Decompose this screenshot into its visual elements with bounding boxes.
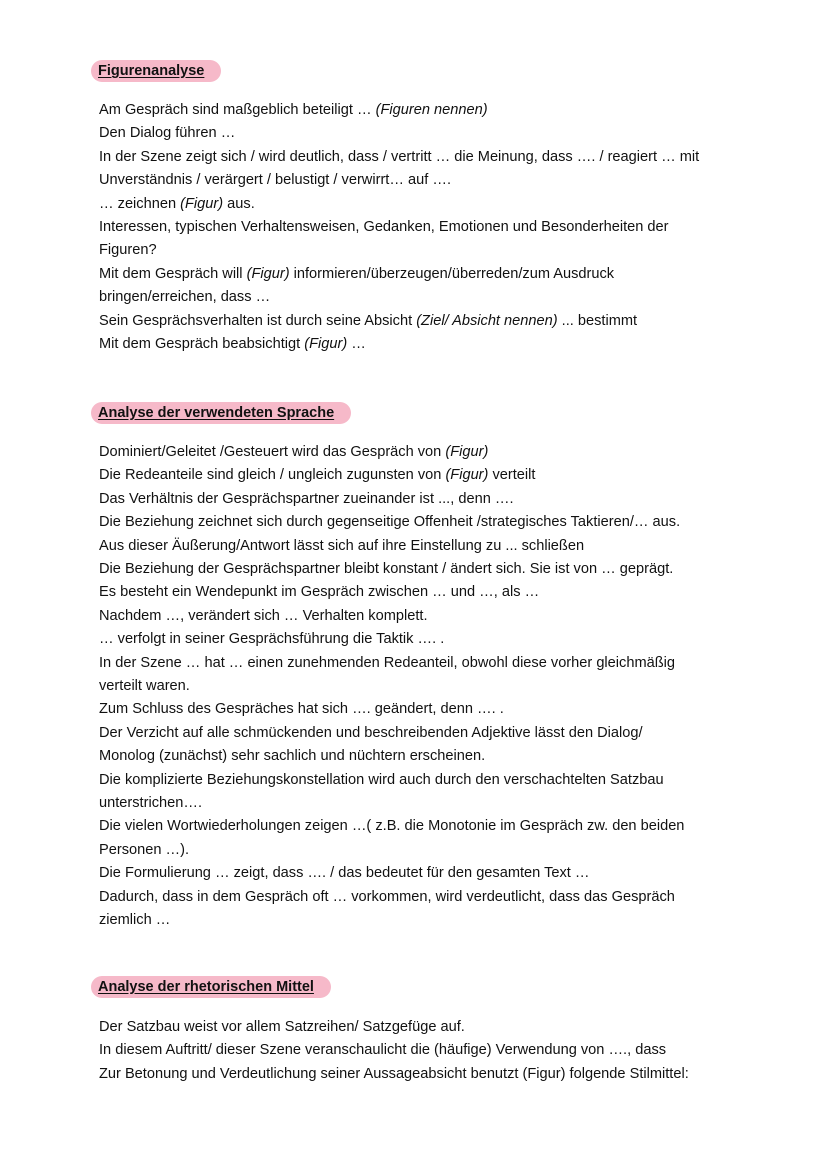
text-line bbox=[99, 443, 739, 461]
text-line bbox=[99, 537, 739, 555]
section-heading: Figurenanalyse bbox=[91, 60, 221, 82]
text-line bbox=[99, 911, 739, 929]
text-segment: Sein Gesprächsverhalten ist durch seine Absicht bbox=[99, 312, 417, 329]
heading-figurenanalyse bbox=[91, 60, 221, 82]
text-segment: Zur Betonung und Verdeutlichung seiner Aussageabsicht benutzt (Figur) folgende Stilmittel: bbox=[99, 1065, 689, 1082]
text-segment: ziemlich … bbox=[99, 912, 171, 928]
text-line bbox=[99, 560, 739, 578]
text-line bbox=[99, 101, 739, 119]
text-line bbox=[99, 700, 739, 718]
text-segment: Dominiert/Geleitet /Gesteuert wird das Gespräch von bbox=[99, 444, 446, 460]
text-line bbox=[99, 195, 739, 213]
section-heading: Analyse der rhetorischen Mittel bbox=[91, 976, 331, 998]
text-segment: … verfolgt in seiner Gesprächsführung die Taktik …. . bbox=[99, 631, 445, 648]
text-segment: In der Szene zeigt sich / wird deutlich, dass / vertritt … die Meinung, dass …. / reagiert … mit bbox=[99, 148, 700, 165]
text-line bbox=[99, 148, 739, 166]
text-line bbox=[99, 490, 739, 508]
italic-placeholder: (Figur) bbox=[445, 444, 489, 460]
text-line bbox=[99, 466, 739, 484]
text-line bbox=[99, 335, 739, 353]
text-line bbox=[99, 265, 739, 283]
text-line bbox=[99, 1018, 739, 1036]
text-segment: ... bestimmt bbox=[557, 312, 638, 329]
text-line bbox=[99, 724, 739, 742]
text-line bbox=[99, 288, 739, 306]
text-line bbox=[99, 124, 739, 142]
text-segment: Die komplizierte Beziehungskonstellation wird auch durch den verschachtelten Satzbau bbox=[99, 771, 664, 788]
text-segment: Die Redeanteile sind gleich / ungleich zugunsten von bbox=[99, 467, 446, 484]
text-segment: Aus dieser Äußerung/Antwort lässt sich auf ihre Einstellung zu ... schließen bbox=[99, 537, 585, 554]
text-segment: Interessen, typischen Verhaltensweisen, Gedanken, Emotionen und Besonderheiten der bbox=[99, 219, 669, 235]
text-segment: Die Beziehung der Gesprächspartner bleibt konstant / ändert sich. Sie ist von … geprägt. bbox=[99, 561, 674, 577]
text-line bbox=[99, 747, 739, 765]
italic-placeholder: (Figur) bbox=[445, 467, 489, 484]
text-line bbox=[99, 312, 739, 330]
italic-placeholder: (Figur) bbox=[246, 265, 290, 282]
text-segment: Mit dem Gespräch will bbox=[99, 265, 247, 282]
text-segment: Zum Schluss des Gespräches hat sich …. geändert, denn …. . bbox=[99, 701, 504, 718]
text-segment: verteilt bbox=[488, 467, 536, 484]
text-segment: In diesem Auftritt/ dieser Szene veranschaulicht die (häufige) Verwendung von …., dass bbox=[99, 1042, 667, 1059]
text-segment: … zeichnen bbox=[99, 195, 181, 212]
heading-rhetorische-mittel bbox=[91, 976, 331, 998]
text-segment: verteilt waren. bbox=[99, 678, 190, 694]
text-segment: Unverständnis / verärgert / belustigt / verwirrt… auf …. bbox=[99, 172, 451, 189]
text-segment: Der Verzicht auf alle schmückenden und beschreibenden Adjektive lässt den Dialog/ bbox=[99, 724, 643, 741]
text-segment: In der Szene … hat … einen zunehmenden Redeanteil, obwohl diese vorher gleichmäßig bbox=[99, 654, 675, 671]
text-line bbox=[99, 513, 739, 531]
text-line bbox=[99, 841, 739, 859]
text-line bbox=[99, 218, 739, 236]
text-line bbox=[99, 241, 739, 259]
text-segment: unterstrichen…. bbox=[99, 795, 203, 811]
italic-placeholder: (Figur) bbox=[180, 195, 224, 212]
text-line bbox=[99, 607, 739, 625]
text-segment: aus. bbox=[223, 195, 255, 212]
text-line bbox=[99, 654, 739, 672]
text-line bbox=[99, 1065, 739, 1083]
text-line bbox=[99, 864, 739, 882]
text-line bbox=[99, 583, 739, 601]
text-segment: informieren/überzeugen/überreden/zum Ausdruck bbox=[289, 265, 615, 282]
text-segment: Es besteht ein Wendepunkt im Gespräch zwischen … und …, als … bbox=[99, 584, 540, 601]
text-segment: Die Formulierung … zeigt, dass …. / das bedeutet für den gesamten Text … bbox=[99, 865, 590, 882]
section-heading: Analyse der verwendeten Sprache bbox=[91, 402, 351, 424]
text-segment: … bbox=[347, 336, 366, 352]
text-segment: Der Satzbau weist vor allem Satzreihen/ Satzgefüge auf. bbox=[99, 1019, 465, 1035]
text-segment: Die vielen Wortwiederholungen zeigen …( z.B. die Monotonie im Gespräch zw. den beiden bbox=[99, 818, 685, 835]
text-line bbox=[99, 817, 739, 835]
text-segment: Das Verhältnis der Gesprächspartner zueinander ist ..., denn …. bbox=[99, 490, 514, 507]
text-segment: Nachdem …, verändert sich … Verhalten komplett. bbox=[99, 607, 428, 624]
text-line bbox=[99, 888, 739, 906]
text-segment: Dadurch, dass in dem Gespräch oft … vorkommen, wird verdeutlicht, dass das Gespräch bbox=[99, 888, 675, 905]
text-line bbox=[99, 1041, 739, 1059]
text-line bbox=[99, 771, 739, 789]
text-segment: bringen/erreichen, dass … bbox=[99, 289, 271, 306]
italic-placeholder: (Figur) bbox=[304, 336, 348, 352]
text-segment: Personen …). bbox=[99, 841, 190, 858]
text-line bbox=[99, 171, 739, 189]
heading-sprache bbox=[91, 402, 351, 424]
text-segment: Monolog (zunächst) sehr sachlich und nüchtern erscheinen. bbox=[99, 748, 486, 765]
text-line bbox=[99, 630, 739, 648]
text-line bbox=[99, 677, 739, 695]
text-segment: Mit dem Gespräch beabsichtigt bbox=[99, 336, 305, 352]
italic-placeholder: (Ziel/ Absicht nennen) bbox=[416, 312, 558, 329]
text-segment: Am Gespräch sind maßgeblich beteiligt … bbox=[99, 102, 376, 118]
text-segment: Den Dialog führen … bbox=[99, 125, 236, 142]
text-segment: Figuren? bbox=[99, 242, 157, 259]
text-segment: Die Beziehung zeichnet sich durch gegenseitige Offenheit /strategisches Taktieren/… aus. bbox=[99, 514, 681, 531]
text-line bbox=[99, 794, 739, 812]
italic-placeholder: (Figuren nennen) bbox=[375, 102, 488, 118]
